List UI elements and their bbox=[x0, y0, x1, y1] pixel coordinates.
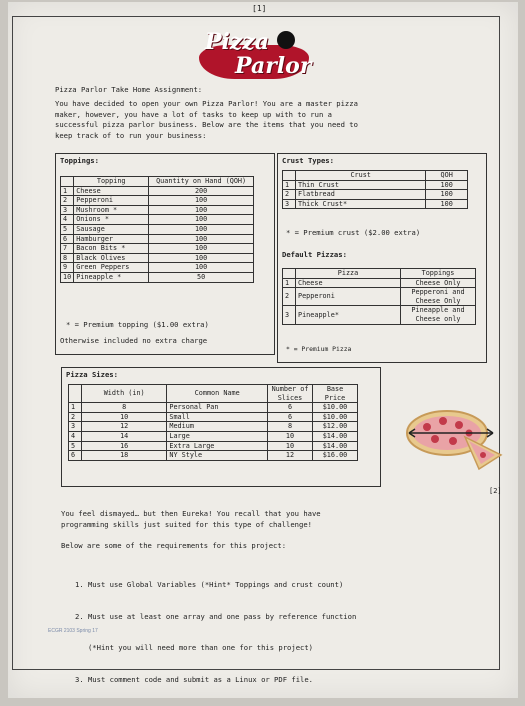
table-row bbox=[283, 288, 476, 306]
size-name: Medium bbox=[167, 422, 268, 432]
topping-qoh: 200 bbox=[149, 186, 254, 196]
size-price: $12.00 bbox=[313, 422, 358, 432]
logo-word-1: Pizza bbox=[205, 29, 270, 55]
table-header bbox=[283, 269, 296, 279]
toppings-title: Toppings: bbox=[60, 156, 99, 165]
requirement-item: 1. Must use Global Variables (*Hint* Toppings and crust count) bbox=[75, 580, 344, 589]
table-header: Common Name bbox=[167, 385, 268, 403]
table-row bbox=[61, 244, 254, 254]
crust-title: Crust Types: bbox=[282, 156, 334, 165]
topping-qoh: 100 bbox=[149, 234, 254, 244]
crust-note: * = Premium crust ($2.00 extra) bbox=[286, 228, 421, 237]
crust-pizzas-box bbox=[277, 153, 487, 363]
size-width: 16 bbox=[82, 441, 167, 451]
table-header: Pizza bbox=[296, 269, 401, 279]
table-header-row bbox=[283, 171, 468, 181]
size-price: $14.00 bbox=[313, 431, 358, 441]
pizza-name: Pineapple* bbox=[296, 306, 401, 324]
pizza-toppings: Pineapple and Cheese only bbox=[401, 306, 476, 324]
logo-dot-icon bbox=[277, 31, 295, 49]
pizza-name: Cheese bbox=[296, 278, 401, 288]
table-row bbox=[69, 422, 358, 432]
closing-line: You feel dismayed… but then Eureka! You recall that you have bbox=[61, 509, 321, 518]
row-index: 2 bbox=[283, 288, 296, 306]
table-row bbox=[61, 263, 254, 273]
topping-qoh: 100 bbox=[149, 196, 254, 206]
closing-paragraph bbox=[61, 509, 321, 530]
pizza-toppings: Pepperoni and Cheese Only bbox=[401, 288, 476, 306]
row-index: 3 bbox=[69, 422, 82, 432]
topping-name: Cheese bbox=[74, 186, 149, 196]
row-index: 6 bbox=[61, 234, 74, 244]
topping-name: Mushroom * bbox=[74, 205, 149, 215]
row-index: 4 bbox=[61, 215, 74, 225]
requirement-item: 2. Must use at least one array and one pass by reference function bbox=[75, 611, 357, 621]
table-row bbox=[283, 180, 468, 190]
table-header-row bbox=[283, 269, 476, 279]
toppings-table bbox=[60, 176, 254, 283]
row-index: 1 bbox=[283, 278, 296, 288]
table-header-row bbox=[61, 177, 254, 187]
row-index: 1 bbox=[61, 186, 74, 196]
table-row bbox=[69, 431, 358, 441]
pizza-parlor-logo bbox=[199, 23, 312, 83]
size-slices: 6 bbox=[268, 412, 313, 422]
table-row bbox=[283, 306, 476, 324]
topping-qoh: 100 bbox=[149, 215, 254, 225]
assignment-frame bbox=[12, 16, 502, 684]
row-index: 6 bbox=[69, 451, 82, 461]
topping-qoh: 100 bbox=[149, 253, 254, 263]
intro-line: keep track of to run your business: bbox=[55, 130, 207, 140]
table-row bbox=[69, 412, 358, 422]
row-index: 1 bbox=[283, 180, 296, 190]
default-pizzas-note: * = Premium Pizza bbox=[286, 345, 352, 353]
table-row bbox=[283, 199, 468, 209]
table-header bbox=[61, 177, 74, 187]
size-slices: 12 bbox=[268, 451, 313, 461]
intro-paragraph bbox=[55, 99, 358, 141]
pizza-sizes-box bbox=[61, 367, 381, 487]
topping-qoh: 100 bbox=[149, 263, 254, 273]
table-header: Width (in) bbox=[82, 385, 167, 403]
pizza-slice-image bbox=[395, 397, 515, 477]
row-index: 3 bbox=[283, 306, 296, 324]
intro-line: You have decided to open your own Pizza Parlor! You are a master pizza bbox=[55, 99, 358, 108]
row-index: 2 bbox=[61, 196, 74, 206]
row-index: 8 bbox=[61, 253, 74, 263]
table-header: Number of Slices bbox=[268, 385, 313, 403]
requirements-list bbox=[75, 559, 356, 706]
crust-qoh: 100 bbox=[426, 180, 468, 190]
size-width: 18 bbox=[82, 451, 167, 461]
size-slices: 10 bbox=[268, 441, 313, 451]
crust-name: Thick Crust* bbox=[296, 199, 426, 209]
size-slices: 8 bbox=[268, 422, 313, 432]
table-row bbox=[69, 451, 358, 461]
topping-name: Green Peppers bbox=[74, 263, 149, 273]
toppings-note-included: Otherwise included no extra charge bbox=[60, 336, 208, 345]
row-index: 3 bbox=[61, 205, 74, 215]
row-index: 10 bbox=[61, 272, 74, 282]
requirements-intro: Below are some of the requirements for this project: bbox=[61, 541, 287, 550]
row-index: 7 bbox=[61, 244, 74, 254]
table-row bbox=[69, 403, 358, 413]
row-index: 5 bbox=[69, 441, 82, 451]
default-pizzas-title: Default Pizzas: bbox=[282, 250, 347, 259]
table-header: Topping bbox=[74, 177, 149, 187]
row-index: 1 bbox=[69, 403, 82, 413]
topping-name: Sausage bbox=[74, 224, 149, 234]
sizes-title: Pizza Sizes: bbox=[66, 370, 118, 379]
row-index: 2 bbox=[283, 190, 296, 200]
size-slices: 10 bbox=[268, 431, 313, 441]
table-header: Crust bbox=[296, 171, 426, 181]
size-name: Extra Large bbox=[167, 441, 268, 451]
table-row bbox=[69, 441, 358, 451]
size-width: 14 bbox=[82, 431, 167, 441]
table-header: Base Price bbox=[313, 385, 358, 403]
size-price: $14.00 bbox=[313, 441, 358, 451]
assignment-heading: Pizza Parlor Take Home Assignment: bbox=[55, 85, 203, 94]
course-footer: ECGR 2103 Spring 17 bbox=[48, 628, 98, 634]
size-width: 8 bbox=[82, 403, 167, 413]
topping-name: Bacon Bits * bbox=[74, 244, 149, 254]
crust-name: Flatbread bbox=[296, 190, 426, 200]
topping-name: Pepperoni bbox=[74, 196, 149, 206]
crust-table bbox=[282, 170, 468, 209]
table-row bbox=[61, 205, 254, 215]
logo-word-2: Parlor bbox=[235, 53, 312, 79]
size-name: Small bbox=[167, 412, 268, 422]
row-index: 2 bbox=[69, 412, 82, 422]
toppings-box bbox=[55, 153, 275, 355]
pizza-toppings: Cheese Only bbox=[401, 278, 476, 288]
size-width: 10 bbox=[82, 412, 167, 422]
default-pizzas-table bbox=[282, 268, 476, 325]
sizes-table bbox=[68, 384, 358, 461]
table-row bbox=[61, 253, 254, 263]
topping-qoh: 100 bbox=[149, 224, 254, 234]
size-slices: 6 bbox=[268, 403, 313, 413]
closing-line: programming skills just suited for this type of challenge! bbox=[61, 519, 312, 529]
requirement-item: 3. Must comment code and submit as a Linux or PDF file. bbox=[75, 674, 313, 684]
table-header bbox=[283, 171, 296, 181]
topping-name: Hamburger bbox=[74, 234, 149, 244]
size-name: NY Style bbox=[167, 451, 268, 461]
table-row bbox=[61, 186, 254, 196]
row-index: 4 bbox=[69, 431, 82, 441]
image-reference: [2] bbox=[489, 487, 502, 495]
table-header: QOH bbox=[426, 171, 468, 181]
intro-line: maker, however, you have a lot of tasks to keep up with to run a bbox=[55, 109, 332, 119]
size-width: 12 bbox=[82, 422, 167, 432]
crust-qoh: 100 bbox=[426, 199, 468, 209]
row-index: 3 bbox=[283, 199, 296, 209]
size-price: $16.00 bbox=[313, 451, 358, 461]
table-row bbox=[61, 215, 254, 225]
crust-qoh: 100 bbox=[426, 190, 468, 200]
table-row bbox=[61, 272, 254, 282]
table-header: Toppings bbox=[401, 269, 476, 279]
table-row bbox=[61, 196, 254, 206]
intro-line: successful pizza parlor business. Below are the items that you need to bbox=[55, 120, 358, 129]
topping-name: Onions * bbox=[74, 215, 149, 225]
crust-name: Thin Crust bbox=[296, 180, 426, 190]
size-price: $10.00 bbox=[313, 403, 358, 413]
row-index: 5 bbox=[61, 224, 74, 234]
row-index: 9 bbox=[61, 263, 74, 273]
topping-qoh: 100 bbox=[149, 244, 254, 254]
pizza-name: Pepperoni bbox=[296, 288, 401, 306]
toppings-note-premium: * = Premium topping ($1.00 extra) bbox=[66, 320, 209, 329]
table-header: Quantity on Hand (QOH) bbox=[149, 177, 254, 187]
requirement-item: (*Hint you will need more than one for this project) bbox=[75, 643, 313, 652]
table-row bbox=[61, 224, 254, 234]
table-row bbox=[61, 234, 254, 244]
topping-name: Pineapple * bbox=[74, 272, 149, 282]
size-price: $10.00 bbox=[313, 412, 358, 422]
topping-qoh: 50 bbox=[149, 272, 254, 282]
page-label: [1] bbox=[252, 4, 267, 13]
topping-name: Black Olives bbox=[74, 253, 149, 263]
table-row bbox=[283, 190, 468, 200]
size-name: Large bbox=[167, 431, 268, 441]
table-header-row bbox=[69, 385, 358, 403]
table-header bbox=[69, 385, 82, 403]
table-row bbox=[283, 278, 476, 288]
size-name: Personal Pan bbox=[167, 403, 268, 413]
topping-qoh: 100 bbox=[149, 205, 254, 215]
